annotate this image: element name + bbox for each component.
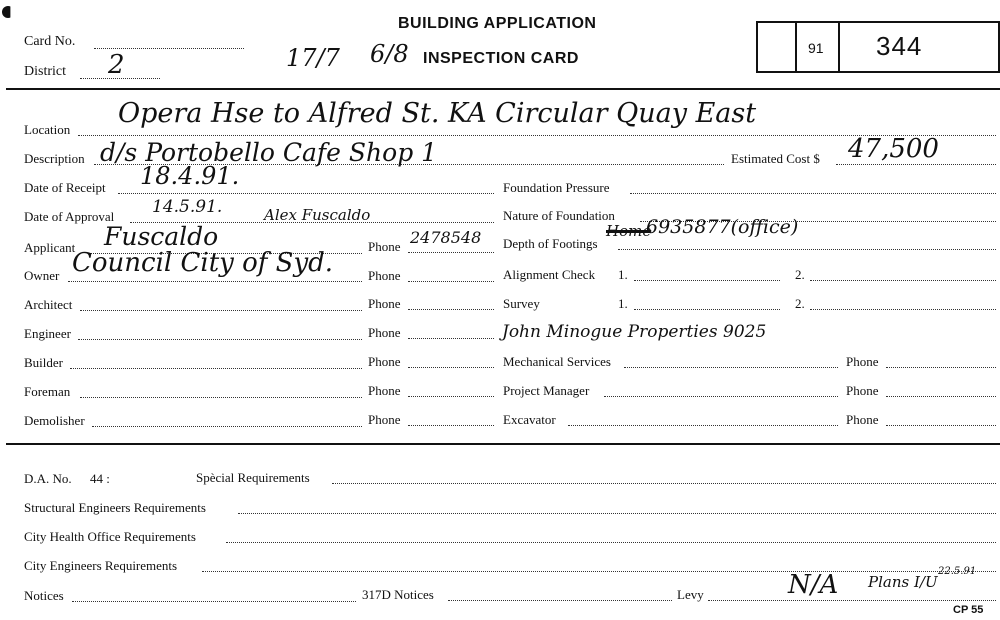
footer-code: CP 55 — [953, 604, 984, 616]
owner-phone-label: Phone — [368, 268, 401, 283]
header-divider — [6, 88, 1000, 90]
mechanical-phone-label: Phone — [846, 354, 879, 369]
project-manager-phone-line — [886, 396, 996, 397]
box-number-large: 344 — [876, 31, 923, 61]
notices-317d-line — [448, 600, 672, 601]
box-number-small: 91 — [808, 40, 824, 56]
excavator-phone-line — [886, 425, 996, 426]
engineer-note: John Minogue Properties 9025 — [502, 322, 767, 342]
owner-label: Owner — [24, 268, 60, 283]
demolisher-label: Demolisher — [24, 413, 85, 428]
card-reference-2: 6/8 — [370, 40, 409, 68]
project-manager-line — [604, 396, 838, 397]
survey-line-1 — [634, 309, 780, 310]
notices-label: Notices — [24, 588, 64, 603]
district-value: 2 — [108, 50, 125, 80]
special-requirements-line — [332, 483, 996, 484]
card-no-line — [94, 48, 244, 49]
architect-line — [80, 310, 362, 311]
owner-value: Council City of Syd. — [72, 248, 334, 278]
number-box-divider-1 — [795, 21, 797, 73]
card-reference: 17/7 — [286, 44, 340, 72]
special-requirements-label: Spècial Requirements — [196, 470, 310, 485]
architect-phone-label: Phone — [368, 296, 401, 311]
date-approval-value: 14.5.91. — [152, 197, 223, 217]
foreman-phone-label: Phone — [368, 383, 401, 398]
survey-num-1: 1. — [618, 296, 628, 311]
date-approval-label: Date of Approval — [24, 209, 115, 224]
location-label: Location — [24, 122, 71, 137]
da-number-label: D.A. No. — [24, 471, 72, 486]
mechanical-phone-line — [886, 367, 996, 368]
estimated-cost-value: 47,500 — [848, 134, 939, 164]
nature-foundation-struck: Home — [606, 222, 652, 240]
survey-num-2: 2. — [795, 296, 805, 311]
engineer-phone-line — [408, 338, 494, 339]
estimated-cost-label: Estimated Cost $ — [731, 151, 820, 166]
foreman-phone-line — [408, 396, 494, 397]
da-number-value: 44 : — [90, 471, 110, 486]
alignment-check-line-1 — [634, 280, 780, 281]
depth-footings-label: Depth of Footings — [503, 236, 598, 251]
notices-line — [72, 601, 356, 602]
levy-value: N/A — [788, 570, 839, 600]
engineer-phone-label: Phone — [368, 325, 401, 340]
middle-divider — [6, 443, 1000, 445]
description-value: d/s Portobello Cafe Shop 1 — [100, 138, 438, 167]
hole-punch-mark — [2, 6, 14, 18]
alignment-check-label: Alignment Check — [503, 267, 596, 282]
alignment-check-num-2: 2. — [795, 267, 805, 282]
survey-line-2 — [810, 309, 996, 310]
title-inspection-card: INSPECTION CARD — [423, 50, 579, 67]
architect-phone-line — [408, 309, 494, 310]
builder-label: Builder — [24, 355, 63, 370]
project-manager-phone-label: Phone — [846, 383, 879, 398]
title-building-application: BUILDING APPLICATION — [398, 15, 597, 32]
engineer-line — [78, 339, 362, 340]
foreman-line — [80, 397, 362, 398]
city-engineers-label: City Engineers Requirements — [24, 558, 178, 573]
engineer-label: Engineer — [24, 326, 71, 341]
description-label: Description — [24, 151, 85, 166]
nature-foundation-value: 6935877(office) — [646, 216, 799, 238]
date-receipt-line — [118, 193, 494, 194]
architect-label: Architect — [24, 297, 73, 312]
structural-requirements-line — [238, 513, 996, 514]
project-manager-label: Project Manager — [503, 383, 590, 398]
plans-date: 22.5.91 — [938, 566, 977, 577]
excavator-line — [568, 425, 838, 426]
depth-footings-line — [618, 249, 996, 250]
health-requirements-line — [226, 542, 996, 543]
plans-note: Plans I/U — [868, 573, 938, 591]
excavator-label: Excavator — [503, 412, 556, 427]
card-no-label: Card No. — [24, 34, 76, 49]
district-label: District — [24, 64, 66, 79]
builder-line — [70, 368, 362, 369]
foundation-pressure-line — [630, 193, 996, 194]
levy-line — [708, 600, 996, 601]
structural-requirements-label: Structural Engineers Requirements — [24, 500, 206, 515]
levy-label: Levy — [677, 587, 704, 602]
nature-foundation-label: Nature of Foundation — [503, 208, 615, 223]
notices-317d-label: 317D Notices — [362, 587, 434, 602]
applicant-label: Applicant — [24, 240, 76, 255]
survey-label: Survey — [503, 296, 540, 311]
builder-phone-label: Phone — [368, 354, 401, 369]
applicant-phone-line — [408, 252, 494, 253]
approver-signature: Alex Fuscaldo — [264, 206, 371, 224]
owner-phone-line — [408, 281, 494, 282]
foreman-label: Foreman — [24, 384, 71, 399]
mechanical-services-line — [624, 367, 838, 368]
excavator-phone-label: Phone — [846, 412, 879, 427]
demolisher-line — [92, 426, 362, 427]
mechanical-services-label: Mechanical Services — [503, 354, 611, 369]
date-receipt-label: Date of Receipt — [24, 180, 106, 195]
city-engineers-line — [202, 571, 996, 572]
demolisher-phone-line — [408, 425, 494, 426]
health-requirements-label: City Health Office Requirements — [24, 529, 196, 544]
applicant-phone-value: 2478548 — [410, 228, 482, 247]
estimated-cost-line — [836, 164, 996, 165]
applicant-phone-label: Phone — [368, 239, 401, 254]
foundation-pressure-label: Foundation Pressure — [503, 180, 610, 195]
applicant-value: Fuscaldo — [104, 222, 219, 251]
alignment-check-num-1: 1. — [618, 267, 628, 282]
number-box-divider-2 — [838, 21, 840, 73]
owner-line — [68, 281, 362, 282]
demolisher-phone-label: Phone — [368, 412, 401, 427]
builder-phone-line — [408, 367, 494, 368]
alignment-check-line-2 — [810, 280, 996, 281]
location-value: Opera Hse to Alfred St. KA Circular Quay East — [118, 98, 757, 129]
date-receipt-value: 18.4.91. — [140, 162, 240, 190]
